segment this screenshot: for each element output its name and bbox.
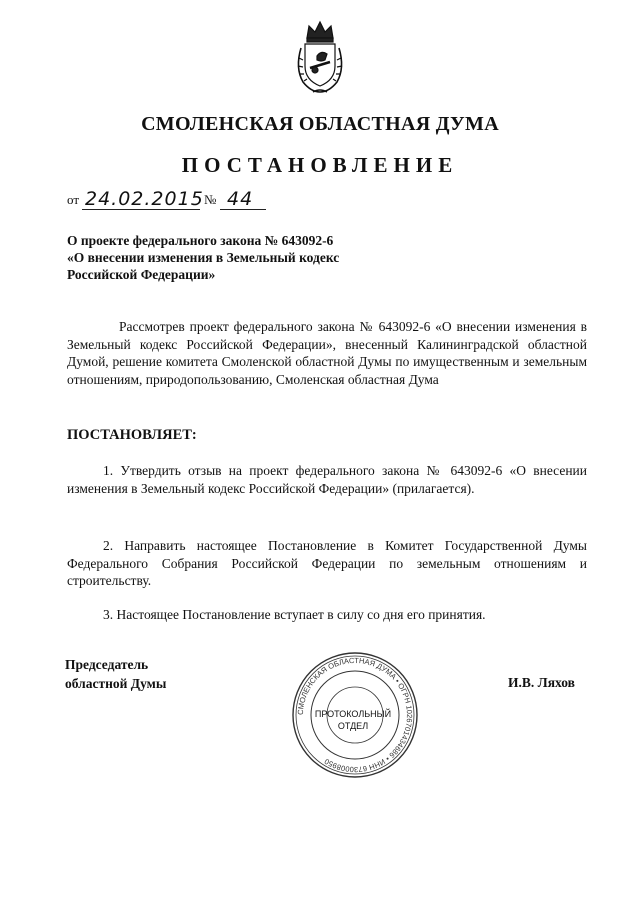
signatory-name: И.В. Ляхов (508, 675, 575, 690)
item-text: 1. Утвердить отзыв на проект федерального закона № 643092-6 «О внесении изменения в Земельный кодекс Российской Федерации» (прилагается). (67, 463, 587, 496)
coat-of-arms-emblem (289, 18, 351, 96)
seal-center-line: ПРОТОКОЛЬНЫЙ (314, 709, 392, 719)
smolensk-coat-of-arms-icon (289, 18, 351, 96)
subject-line: О проекте федерального закона № 643092-6 (67, 233, 334, 248)
seal-ring-text: СМОЛЕНСКАЯ ОБЛАСТНАЯ ДУМА • ОГРН 1026701434686 • ИНН 6730008950 (295, 655, 415, 775)
resolution-item-1 (67, 462, 587, 497)
organization-title: СМОЛЕНСКАЯ ОБЛАСТНАЯ ДУМА (141, 113, 499, 135)
date-handwritten: 24.02.2015 (85, 188, 204, 210)
signatory-title-line: Председатель (65, 657, 149, 672)
resolves-heading: ПОСТАНОВЛЯЕТ: (67, 427, 197, 443)
resolution-item-2 (67, 537, 587, 590)
signatory-title-line: областной Думы (65, 676, 167, 691)
item-text: 2. Направить настоящее Постановление в Комитет Государственной Думы Федерального Собрания Российской Федерации по земельным отношениям и строительству. (67, 538, 587, 588)
subject-line: Российской Федерации» (67, 267, 216, 282)
preamble-text: Рассмотрев проект федерального закона № 643092-6 «О внесении изменения в Земельный кодекс Российской Федерации», внесенный Калининградской областной Думой, решение комитета Смоленской областной Думы по имущественным и земельным отношениям, природопользованию, Смоленская областная Дума (67, 319, 587, 387)
date-number-line (67, 188, 307, 212)
number-prefix: № (204, 192, 217, 207)
resolution-item-3 (67, 606, 587, 624)
seal-center-line: ОТДЕЛ (337, 721, 369, 731)
preamble-paragraph (67, 318, 587, 388)
signatory-title (65, 655, 166, 693)
number-handwritten: 44 (227, 188, 254, 210)
item-text: 3. Настоящее Постановление вступает в силу со дня его принятия. (103, 607, 486, 622)
subject-line: «О внесении изменения в Земельный кодекс (67, 250, 340, 265)
document-subject (67, 232, 397, 283)
document-type-heading: ПОСТАНОВЛЕНИЕ (181, 153, 459, 177)
seal-center-text (314, 708, 392, 732)
date-prefix: от (67, 192, 80, 207)
